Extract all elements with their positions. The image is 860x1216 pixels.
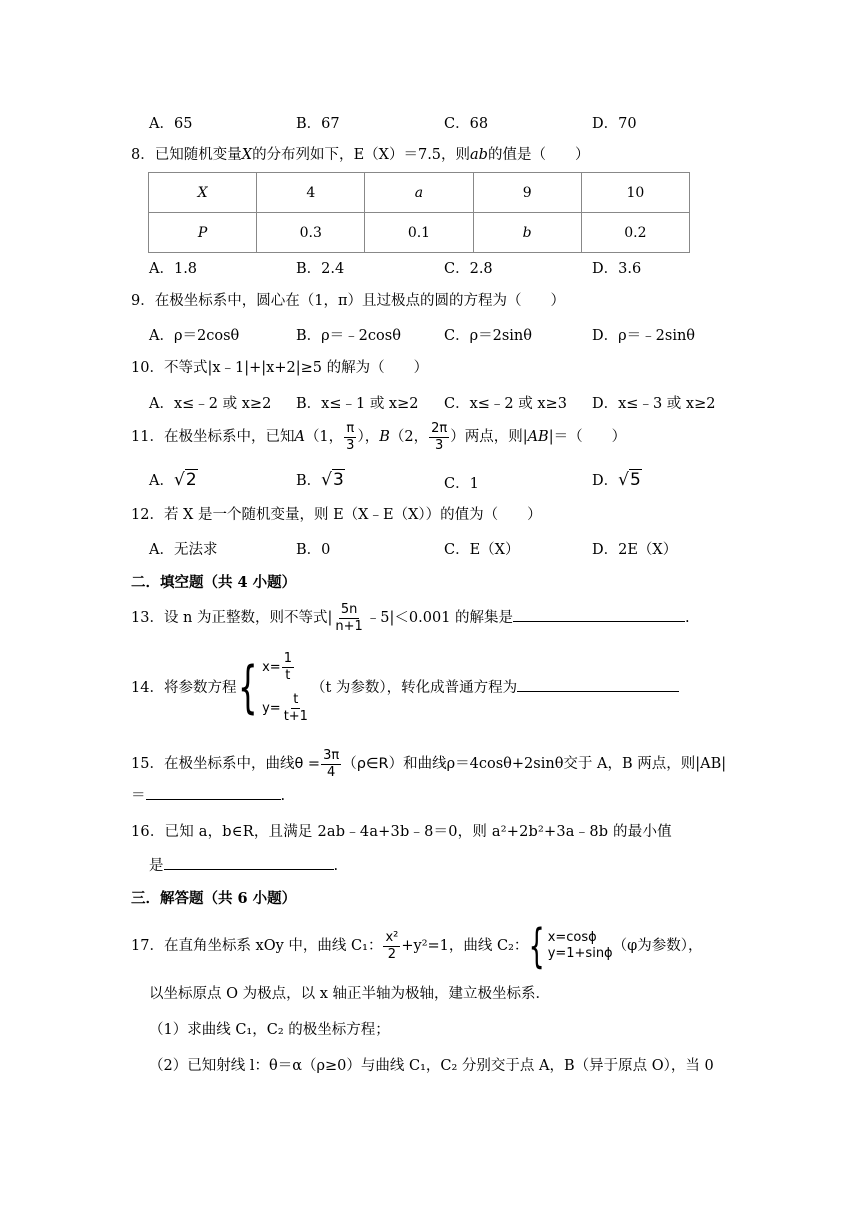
answer-blank[interactable] <box>164 869 334 870</box>
q17-part2: （2）已知射线 l：θ＝α（ρ≥0）与曲线 C₁，C₂ 分别交于点 A，B（异于原点 O），当 0 <box>149 1058 714 1074</box>
sqrt-symbol: √2 <box>173 470 197 490</box>
answer-blank[interactable] <box>517 691 679 692</box>
q11-option-c: C．1 <box>444 476 479 492</box>
q11-option-b: B．√3 <box>296 470 344 490</box>
q16-stem: 16．已知 a，b∈R，且满足 2ab﹣4a+3b﹣8＝0，则 a²+2b²+3a﹣8b 的最小值 <box>131 824 672 840</box>
q8-stem: 8．已知随机变量X的分布列如下，E（X）＝7.5，则ab的值是（ ） <box>131 147 590 163</box>
q12-option-d: D．2E（X） <box>592 542 678 558</box>
sqrt-symbol: √3 <box>321 470 344 490</box>
q15-stem-line2: ＝ . <box>131 788 286 804</box>
q7-option-a: A．65 <box>149 116 193 132</box>
q11-stem: 11．在极坐标系中，已知A（1， $\frac{\pi}{3}$ ），B（2， $\frac{2\pi}{3}$ ）两点，则|AB|＝（ ） <box>131 420 627 453</box>
table-cell: b <box>473 213 581 253</box>
table-cell: X <box>149 173 257 213</box>
brace-symbol: { <box>238 655 259 720</box>
q14-stem: 14．将参数方程 { x= $\frac{1}{t}$ y= $\frac{t}{t+1}$ （t 为参数），转化成普通方程为 <box>131 646 740 730</box>
q11-option-d: D．√5 <box>592 470 641 490</box>
table-cell: P <box>149 213 257 253</box>
section-heading-fill-in: 二．填空题（共 4 小题） <box>131 574 297 591</box>
q11-option-a: A．√2 <box>149 470 197 490</box>
distribution-table <box>148 172 690 253</box>
q9-option-b: B．ρ＝﹣2cosθ <box>296 328 401 344</box>
q17-part1: （1）求曲线 C₁，C₂ 的极坐标方程； <box>149 1022 390 1038</box>
q7-option-c: C．68 <box>444 116 489 132</box>
table-cell: 0.3 <box>257 213 365 253</box>
table-cell: 0.2 <box>581 213 689 253</box>
q8-option-b: B．2.4 <box>296 261 345 277</box>
fraction: $\frac{1}{t}$ <box>283 651 292 683</box>
q13-stem: 13．设 n 为正整数，则不等式| $\frac{5n}{n+1}$ ﹣5|＜0.001 的解集是 . <box>131 601 690 634</box>
q16-stem-line2: 是 . <box>149 858 339 874</box>
brace-symbol: { <box>528 919 546 973</box>
fraction: $\frac{\pi}{3}$ <box>346 420 355 453</box>
answer-blank[interactable] <box>513 621 685 622</box>
fraction: $\frac{t}{t+1}$ <box>283 692 308 724</box>
q9-option-d: D．ρ＝﹣2sinθ <box>592 328 696 344</box>
q12-option-a: A．无法求 <box>149 542 218 558</box>
q9-option-a: A．ρ＝2cosθ <box>149 328 240 344</box>
q17-stem: 17．在直角坐标系 xOy 中，曲线 C₁： $\frac{\text{x²}}{2}$ +y²=1，曲线 C₂： { x=cosϕ y=1+sinϕ （φ为参数）， <box>131 919 703 973</box>
fraction: $\frac{2\pi}{3}$ <box>431 420 448 453</box>
sqrt-symbol: √5 <box>618 470 641 490</box>
q10-stem: 10．不等式|x﹣1|+|x+2|≥5 的解为（ ） <box>131 360 429 376</box>
section-heading-solve: 三．解答题（共 6 小题） <box>131 890 297 907</box>
q9-stem: 9．在极坐标系中，圆心在（1，π）且过极点的圆的方程为（ ） <box>131 293 565 309</box>
q8-option-c: C．2.8 <box>444 261 493 277</box>
q10-option-d: D．x≤﹣3 或 x≥2 <box>592 396 716 412</box>
equation-system: { x=cosϕ y=1+sinϕ <box>528 919 613 973</box>
q8-option-a: A．1.8 <box>149 261 198 277</box>
table-cell: 4 <box>257 173 365 213</box>
answer-blank[interactable] <box>146 799 281 800</box>
q9-option-c: C．ρ＝2sinθ <box>444 328 532 344</box>
q7-option-d: D．70 <box>592 116 637 132</box>
q15-stem: 15．在极坐标系中，曲线θ = $\frac{3\pi}{4}$ （ρ∈R）和曲线ρ＝4cosθ+2sinθ交于 A，B 两点，则|AB| <box>131 747 727 780</box>
q10-option-b: B．x≤﹣1 或 x≥2 <box>296 396 419 412</box>
fraction: $\frac{5n}{n+1}$ <box>335 601 363 634</box>
fraction: $\frac{\text{x²}}{2}$ <box>385 929 399 962</box>
fraction: $\frac{3\pi}{4}$ <box>323 747 340 780</box>
table-cell: 0.1 <box>365 213 473 253</box>
q10-option-a: A．x≤﹣2 或 x≥2 <box>149 396 272 412</box>
table-cell: a <box>365 173 473 213</box>
q12-option-c: C．E（X） <box>444 542 520 558</box>
table-cell: 10 <box>581 173 689 213</box>
table-row <box>149 173 690 213</box>
equation-system: { x= $\frac{1}{t}$ y= $\frac{t}{t+1}$ <box>238 651 308 724</box>
q8-option-d: D．3.6 <box>592 261 642 277</box>
q12-option-b: B．0 <box>296 542 331 558</box>
q10-option-c: C．x≤﹣2 或 x≥3 <box>444 396 567 412</box>
table-row <box>149 213 690 253</box>
q17-stem-line2: 以坐标原点 O 为极点，以 x 轴正半轴为极轴，建立极坐标系． <box>149 986 550 1002</box>
table-cell: 9 <box>473 173 581 213</box>
q12-stem: 12．若 X 是一个随机变量，则 E（X﹣E（X））的值为（ ） <box>131 507 542 523</box>
q7-option-b: B．67 <box>296 116 340 132</box>
